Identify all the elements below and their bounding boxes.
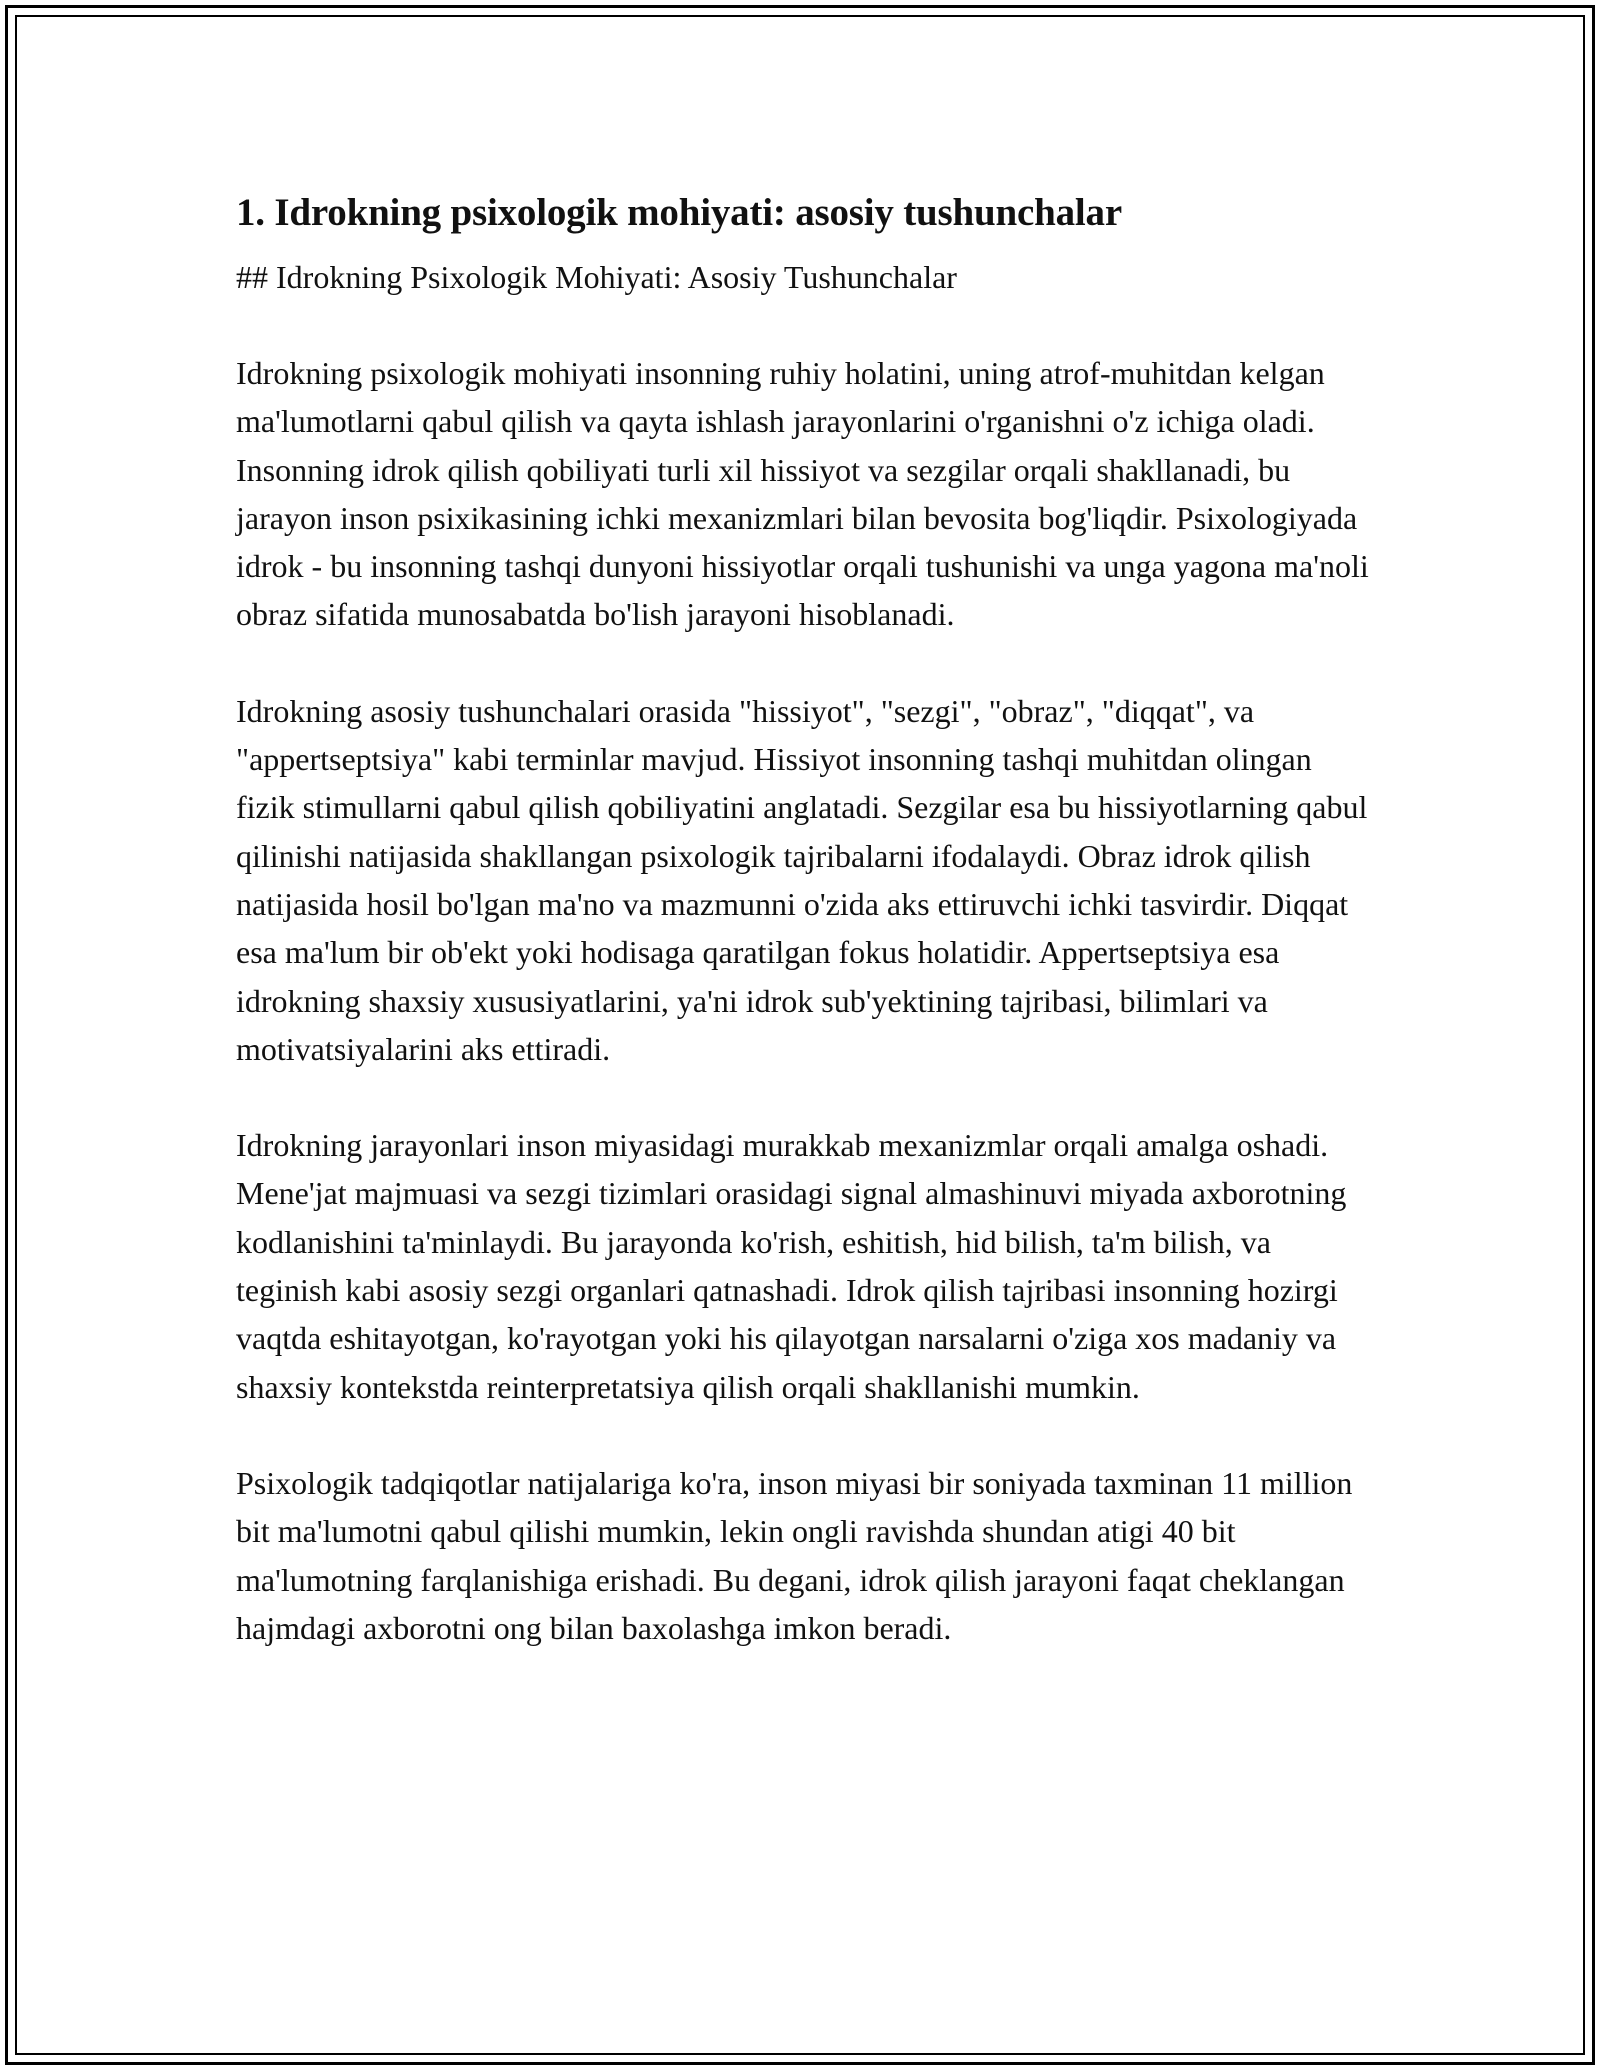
paragraph-3: Idrokning jarayonlari inson miyasidagi murakkab mexanizmlar orqali amalga oshadi. Mene'jat majmuasi va sezgi tizimlari orasidagi signal almashinuvi miyada axborotning kodlanishini ta'minlaydi. Bu jarayonda ko'rish, eshitish, hid bilish, ta'm bilish, va teginish kabi asosiy sezgi organlari qatnashadi. Idrok qilish tajribasi insonning hozirgi vaqtda eshitayotgan, ko'rayotgan yoki his qilayotgan narsalarni o'ziga xos madaniy va shaxsiy kontekstda reinterpretatsiya qilish orqali shakllanishi mumkin. [236,1127,1347,1405]
paragraph-1: Idrokning psixologik mohiyati insonning ruhiy holatini, uning atrof-muhitdan kelgan ma'lumotlarni qabul qilish va qayta ishlash jarayonlarini o'rganishni o'z ichiga oladi. Insonning idrok qilish qobiliyati turli xil hissiyot va sezgilar orqali shakllanadi, bu jarayon inson psixikasining ichki mexanizmlari bilan bevosita bog'liqdir. Psixologiyada idrok - bu insonning tashqi dunyoni hissiyotlar orqali tushunishi va unga yagona ma'noli obraz sifatida munosabatda bo'lish jarayoni hisoblanadi. [236,355,1369,633]
document-subtitle: ## Idrokning Psixologik Mohiyati: Asosiy Tushunchalar [236,259,957,295]
paragraph-4: Psixologik tadqiqotlar natijalariga ko'ra, inson miyasi bir soniyada taxminan 11 million bit ma'lumotni qabul qilishi mumkin, lekin ongli ravishda shundan atigi 40 bit ma'lumotning farqlanishiga erishadi. Bu degani, idrok qilish jarayoni faqat cheklangan hajmdagi axborotni ong bilan baxolashga imkon beradi. [236,1464,1353,1646]
paragraph-2: Idrokning asosiy tushunchalari orasida "hissiyot", "sezgi", "obraz", "diqqat", va "appertseptsiya" kabi terminlar mavjud. Hissiyot insonning tashqi muhitdan olingan fizik stimullarni qabul qilish qobiliyatini anglatadi. Sezgilar esa bu hissiyotlarning qabul qilinishi natijasida shakllangan psixologik tajribalarni ifodalaydi. Obraz idrok qilish natijasida hosil bo'lgan ma'no va mazmunni o'zida aks ettiruvchi ichki tasvirdir. Diqqat esa ma'lum bir ob'ekt yoki hodisaga qaratilgan fokus holatidir. Appertseptsiya esa idrokning shaxsiy xususiyatlarini, ya'ni idrok sub'yektining tajribasi, bilimlari va motivatsiyalarini aks ettiradi. [236,692,1368,1067]
document-title: 1. Idrokning psixologik mohiyati: asosiy tushunchalar [236,191,1122,234]
document-body [236,183,1376,1652]
